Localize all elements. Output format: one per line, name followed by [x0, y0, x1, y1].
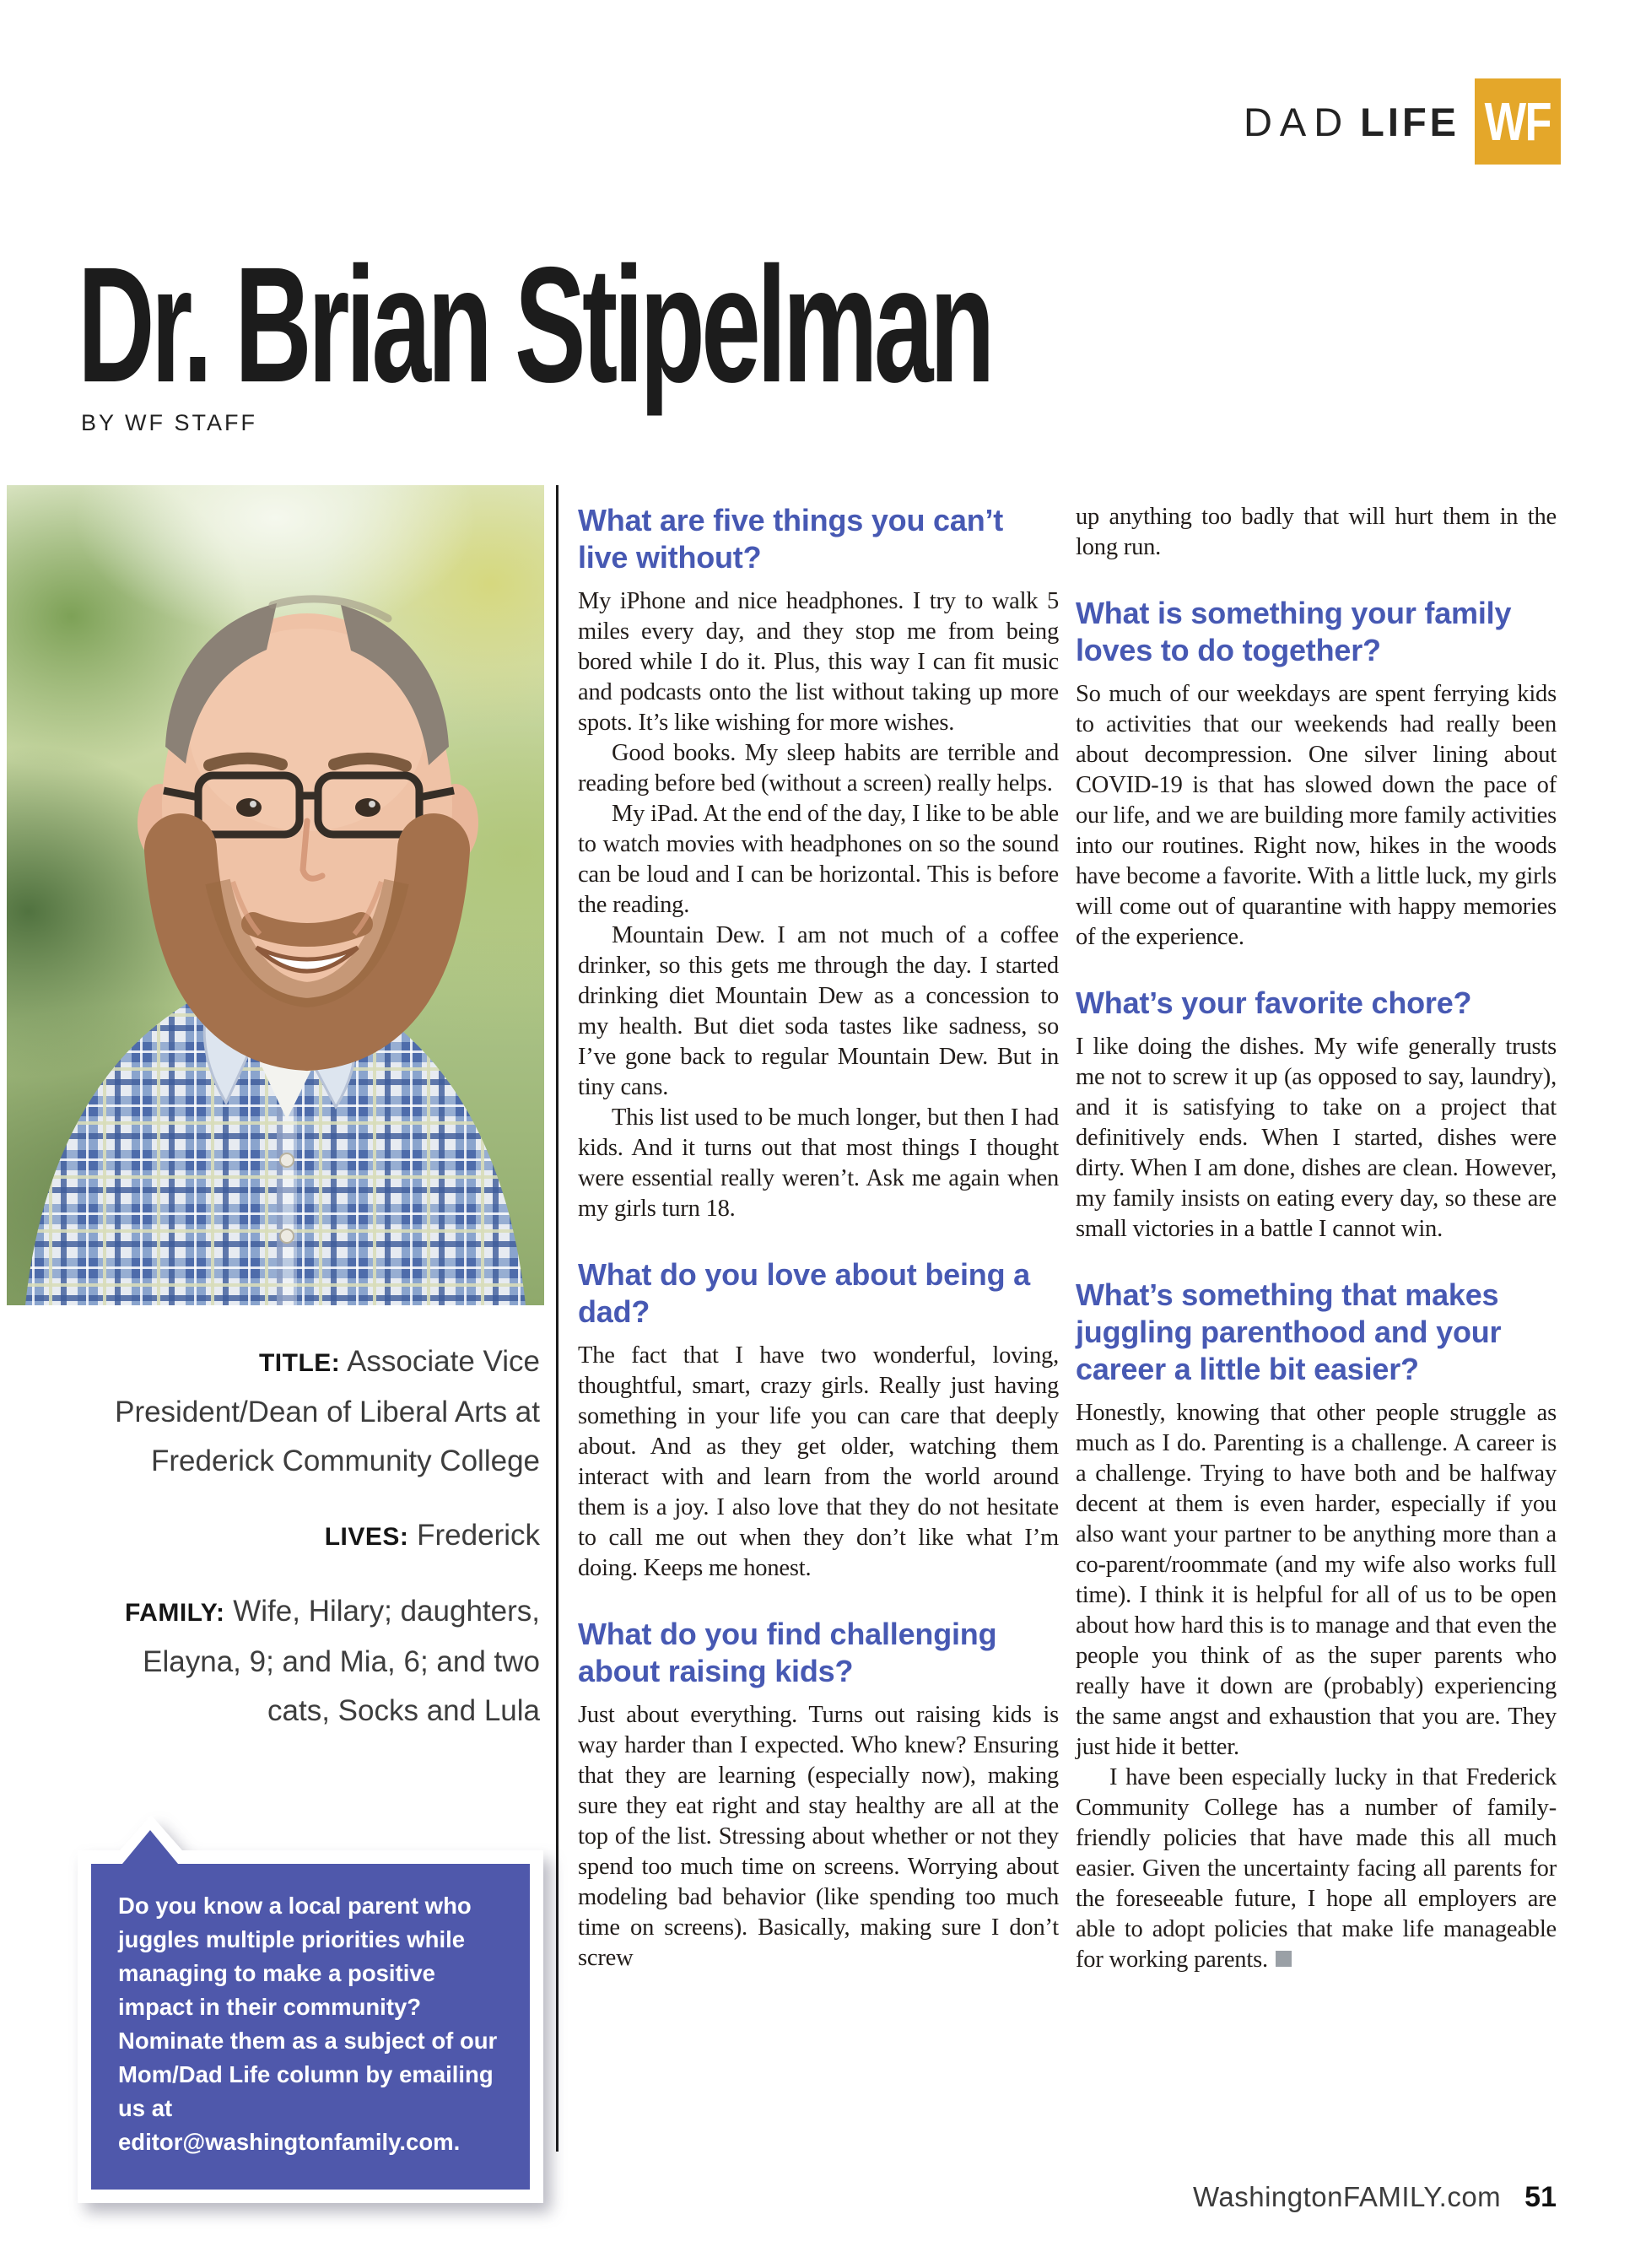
section-masthead — [1244, 78, 1561, 165]
section-title-bold: LIFE — [1360, 99, 1460, 144]
info-title-label: TITLE: — [258, 1349, 341, 1377]
question-heading: What’s something that makes juggling parenthood and your career a little bit easier? — [1076, 1277, 1502, 1386]
answer-paragraph: Good books. My sleep habits are terrible and reading before bed (without a screen) really helps. — [578, 740, 1059, 796]
question-heading: What are five things you can’t live without? — [578, 503, 1004, 575]
section-title-light: DAD — [1243, 99, 1351, 144]
footer-page-number: 51 — [1524, 2181, 1557, 2213]
answer-continuation: up anything too badly that will hurt them in the long run. — [1076, 504, 1557, 560]
info-lives-row — [78, 1511, 540, 1562]
qa-section — [578, 1256, 1059, 1584]
question-heading: What do you love about being a dad? — [578, 1257, 1031, 1329]
column-divider — [556, 485, 558, 2152]
qa-section — [1076, 1277, 1557, 1975]
subject-info — [78, 1337, 540, 1761]
qa-section — [578, 1616, 1059, 1974]
answer-paragraph: I like doing the dishes. My wife generally trusts me not to screw it up (as opposed to say, laundry), and it is satisfying to take on a project that definitively ends. When I started, dishes were dirty. When I am done, dishes are clean. However, my family insists on eating every day, so these are small victories in a battle I cannot win. — [1076, 1034, 1557, 1242]
wf-logo-letters: WF — [1484, 91, 1551, 152]
byline: BY WF STAFF — [81, 410, 258, 435]
callout-bubble — [91, 1864, 530, 2190]
question-heading: What do you find challenging about raising kids? — [578, 1617, 997, 1688]
answer-paragraph: Honestly, knowing that other people struggle as much as I do. Parenting is a challenge. A career is a challenge. Trying to have both and be halfway decent at them is even harder, especially if you also want your partner to be anything more than a co-parent/roommate (and my wife also works full time). I think it is helpful for all of us to be open about how hard this is to manage and that even the people you think of as the super parents who really have it down are (probably) experiencing the same angst and exhaustion that you are. They just hide it better. — [1076, 1400, 1557, 1760]
info-lives-value: Frederick — [417, 1519, 540, 1552]
nomination-callout — [78, 1850, 543, 2203]
info-title-row — [78, 1337, 540, 1486]
footer-site: WashingtonFAMILY.com — [1192, 2181, 1502, 2212]
answer-paragraph: So much of our weekdays are spent ferrying kids to activities that our weekends had really been about decompression. One silver lining about COVID-19 is that has slowed down the pace of our life, and we are building more family activities into our routines. Right now, hikes in the woods have become a favorite. With a little luck, my girls will come out of quarantine with happy memories of the experience. — [1076, 681, 1557, 950]
callout-frame — [78, 1850, 543, 2203]
answer-paragraph: My iPhone and nice headphones. I try to walk 5 miles every day, and they stop me from being bored while I do it. Plus, this way I can fit music and podcasts onto the list without taking up more spots. It’s like wishing for more wishes. — [578, 588, 1059, 736]
info-lives-label: LIVES: — [324, 1523, 409, 1551]
answer-paragraph: The fact that I have two wonderful, loving, thoughtful, smart, crazy girls. Really just having something in your life you can care that deeply about. And as they get older, watching them interact with and learn from the world around them is a joy. I also love that they do not hesitate to call me out when they don’t like what I’m doing. Keeps me honest. — [578, 1342, 1059, 1581]
page-footer — [1193, 2181, 1557, 2214]
info-family-label: FAMILY: — [125, 1599, 225, 1627]
question-heading: What is something your family loves to do together? — [1076, 596, 1512, 667]
info-family-row — [78, 1587, 540, 1736]
end-mark — [1276, 1951, 1292, 1967]
qa-section — [1076, 985, 1557, 1245]
qa-column-right — [1076, 502, 1557, 1975]
answer-paragraph: This list used to be much longer, but then I had kids. And it turns out that most things I thought were essential really weren’t. Ask me again when my girls turn 18. — [578, 1104, 1059, 1222]
info-family-value: Wife, Hilary; daughters, Elayna, 9; and Mia, 6; and two cats, Socks and Lula — [143, 1595, 540, 1727]
qa-column-middle — [578, 502, 1059, 1974]
info-title-value: Associate Vice President/Dean of Liberal Arts at Frederick Community College — [115, 1345, 540, 1477]
qa-section — [1076, 595, 1557, 953]
portrait-photo — [7, 485, 544, 1305]
answer-paragraph-last — [1076, 1763, 1557, 1975]
answer-paragraph: My iPad. At the end of the day, I like to be able to watch movies with headphones on so the sound can be loud and I can be horizontal. This is before the reading. — [578, 801, 1059, 918]
qa-section — [578, 502, 1059, 1224]
wf-logo — [1475, 78, 1561, 165]
answer-paragraph-text: I have been especially lucky in that Frederick Community College has a number of family-friendly policies that have made this all much easier. Given the uncertainty facing all parents for the foreseeable future, I hope all employers are able to adopt policies that make life manageable for working parents. — [1076, 1764, 1557, 1973]
question-heading: What’s your favorite chore? — [1076, 986, 1472, 1020]
section-title — [1244, 99, 1460, 145]
answer-paragraph: Just about everything. Turns out raising kids is way harder than I expected. Who knew? Ensuring that they are learning (especially now), making sure they eat right and stay healthy are all at the top of the list. Stressing about whether or not they spend too much time on screens. Worrying about modeling bad behavior (like spending too much time on screens). Basically, making sure I don’t screw — [578, 1702, 1059, 1971]
answer-paragraph: Mountain Dew. I am not much of a coffee drinker, so this gets me through the day. I started drinking diet Mountain Dew as a concession to my health. But diet soda tastes like sadness, so I’ve gone back to regular Mountain Dew. But in tiny cans. — [578, 922, 1059, 1100]
callout-text: Do you know a local parent who juggles multiple priorities while managing to make a positive impact in their community? Nominate them as a subject of our Mom/Dad Life column by emailing us at editor@washingtonfamily.com. — [118, 1893, 498, 2155]
portrait-illustration — [7, 485, 544, 1305]
page-title: Dr. Brian Stipelman — [78, 233, 991, 417]
